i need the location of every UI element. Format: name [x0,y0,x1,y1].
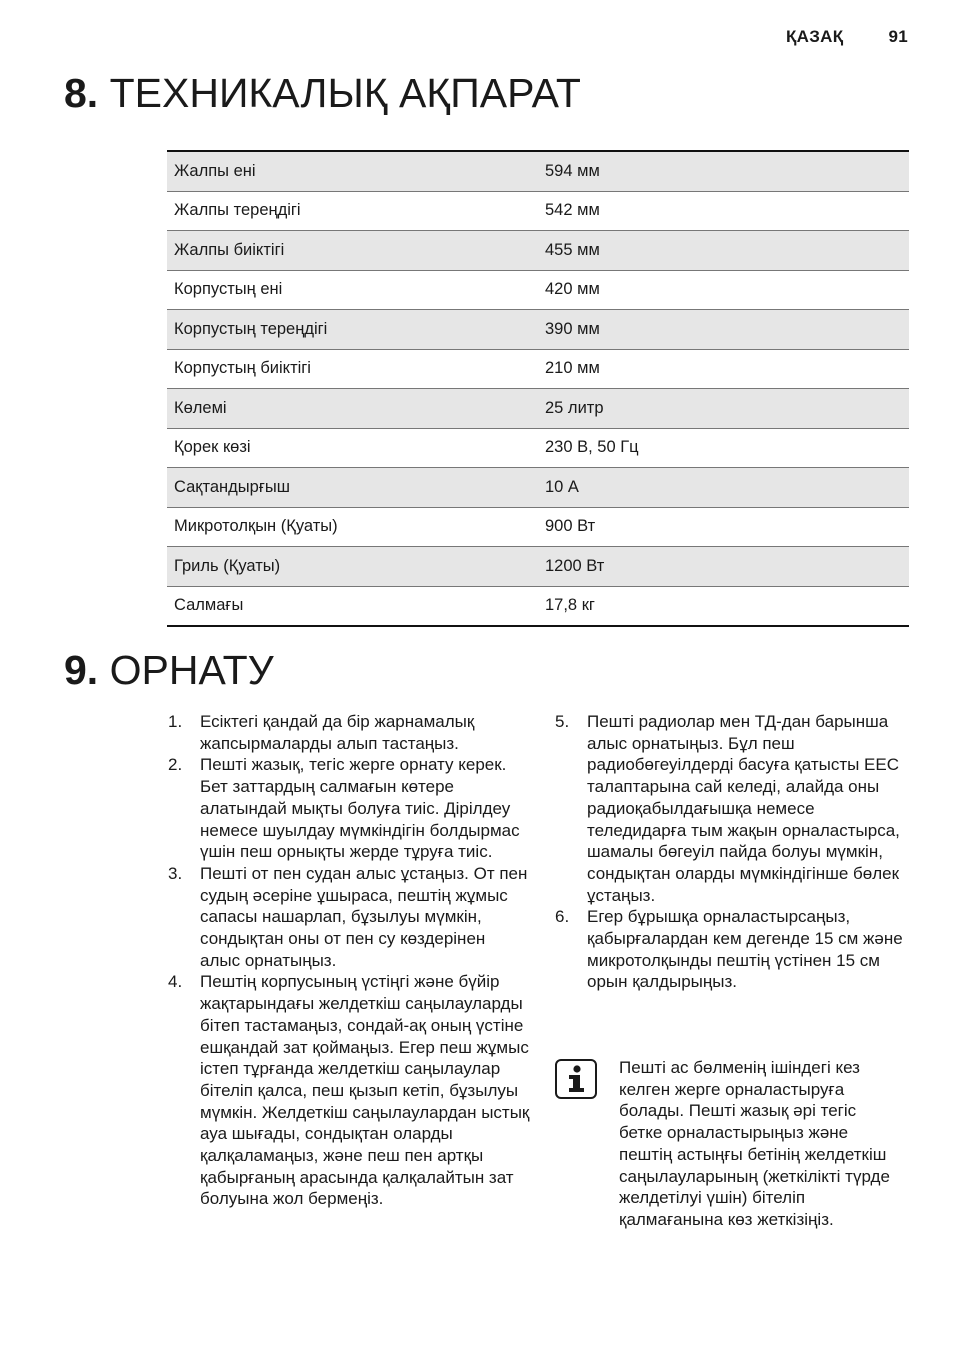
parameter-value: 455 мм [538,231,909,271]
parameter-value: 210 мм [538,349,909,389]
parameter-value: 25 литр [538,389,909,429]
list-item [555,906,905,993]
step-number: 3. [168,863,183,883]
table-row [167,231,909,271]
section-8-title [64,70,581,116]
step-number: 5. [555,712,570,731]
step-text: Пешті жазық, тегіс жерге орнату керек. Бет заттардың салмағын көтере алатындай мықты болуға тиіс. Дірілдеу немесе шуылдау мүмкіндігін болдырмас үшін пеш орнықты жерде тұруға тиіс. [200,755,520,862]
parameter-value: 900 Вт [538,507,909,547]
section-8-heading: ТЕХНИКАЛЫҚ АҚПАРАТ [109,70,581,116]
step-number: 1. [168,712,183,731]
parameter-name: Салмағы [174,596,244,615]
table-row [167,468,909,508]
step-text: Пештің корпусының үстіңгі және бүйір жақтарындағы желдеткіш саңылауларды бітеп тастамаңыз, сондай-ақ оның үстіне ешқандай зат қоймаңыз. Егер пеш жұмыс істеп тұрғанда желдеткіш саңылаулар бітеліп қалса, пеш қызып кетіп, бұзылуы мүмкін. Желдеткіш саңылаулардан ыстық ауа шығады, сондықтан оларды қалқаламаңыз, және пеш пен артқы қабырғаның арасында қалқалайтын зат болуына жол бермеңіз. [200,972,530,1209]
parameter-value: 17,8 кг [545,596,595,615]
step-number: 4. [168,972,183,992]
table-row [167,586,909,626]
section-9-title [64,647,274,693]
step-text: Пешті радиолар мен ТД-дан барынша алыс орнатыңыз. Бұл пеш радиобөгеуілдерді басуға қатысты EEC талаптарына сай келеді, алайда оны радиоқабылдағышқа немесе теледидарға тым жақын орналастырса, шамалы бөгеуіл пайда болуы мүмкін, сондықтан оларды мүмкіндігінше бөлек ұстаңыз. [587,712,900,905]
step-text: Пешті от пен судан алыс ұстаңыз. От пен судың әсеріне ұшыраса, пештің жұмыс сапасы нашарлап, бұзылуы мүмкін, сондықтан оны от пен су көздерінен алыс орнатыңыз. [200,863,528,970]
parameter-value: 10 А [538,468,909,508]
step-number: 6. [555,907,570,927]
parameter-value: 1200 Вт [538,547,909,587]
section-8-number: 8. [64,70,99,116]
table-row [167,547,909,587]
parameter-name: Жалпы тереңдігі [167,191,538,231]
list-item [555,711,905,906]
list-item [168,711,530,754]
list-item [168,971,530,1210]
table-row [167,428,909,468]
parameter-name: Корпустың биіктігі [167,349,538,389]
parameter-name: Корпустың тереңдігі [167,310,538,350]
parameter-name: Жалпы биіктігі [167,231,538,271]
info-icon [555,1059,597,1099]
parameter-name: Сақтандырғыш [167,468,538,508]
parameter-name: Қорек көзі [167,428,538,468]
technical-data-table [167,150,909,627]
parameter-value: 230 В, 50 Гц [538,428,909,468]
list-item [168,863,530,972]
step-text: Есіктегі қандай да бір жарнамалық жапсырмаларды алып тастаңыз. [200,712,475,753]
page-number: 91 [888,27,908,46]
info-note [555,1057,900,1231]
parameter-value: 390 мм [538,310,909,350]
section-9-number: 9. [64,647,99,693]
language-label: ҚАЗАҚ [785,27,844,46]
step-text: Егер бұрышқа орналастырсаңыз, қабырғалардан кем дегенде 15 см және микротолқынды пештің үстінен 15 см орын қалдырыңыз. [587,907,903,992]
table-row [167,349,909,389]
parameter-name: Корпустың ені [167,270,538,310]
parameter-value: 420 мм [538,270,909,310]
parameter-name: Гриль (Қуаты) [167,547,538,587]
installation-steps-left [168,711,530,1210]
parameter-name: Көлемі [167,389,538,429]
list-item [168,754,530,863]
page-header [786,27,908,47]
table-row [167,507,909,547]
table-row [167,151,909,191]
parameter-value: 542 мм [538,191,909,231]
parameter-value: 594 мм [538,151,909,191]
table-row [167,191,909,231]
info-note-text: Пешті ас бөлменің ішіндегі кез келген жерге орналастыруға болады. Пешті жазық әрі тегіс бетке орналастырыңыз және пештің астыңғы бетінің желдеткіш саңылауларының (жеткілікті түрде желдетілуі үшін) бітеліп қалмағанына көз жеткізіңіз. [619,1058,890,1229]
table-row [167,270,909,310]
table-row [167,389,909,429]
parameter-name: Микротолқын (Қуаты) [167,507,538,547]
table-row [167,310,909,350]
parameter-name: Жалпы ені [167,151,538,191]
step-number: 2. [168,755,183,775]
installation-steps-right [555,711,905,993]
section-9-heading: ОРНАТУ [109,647,274,693]
